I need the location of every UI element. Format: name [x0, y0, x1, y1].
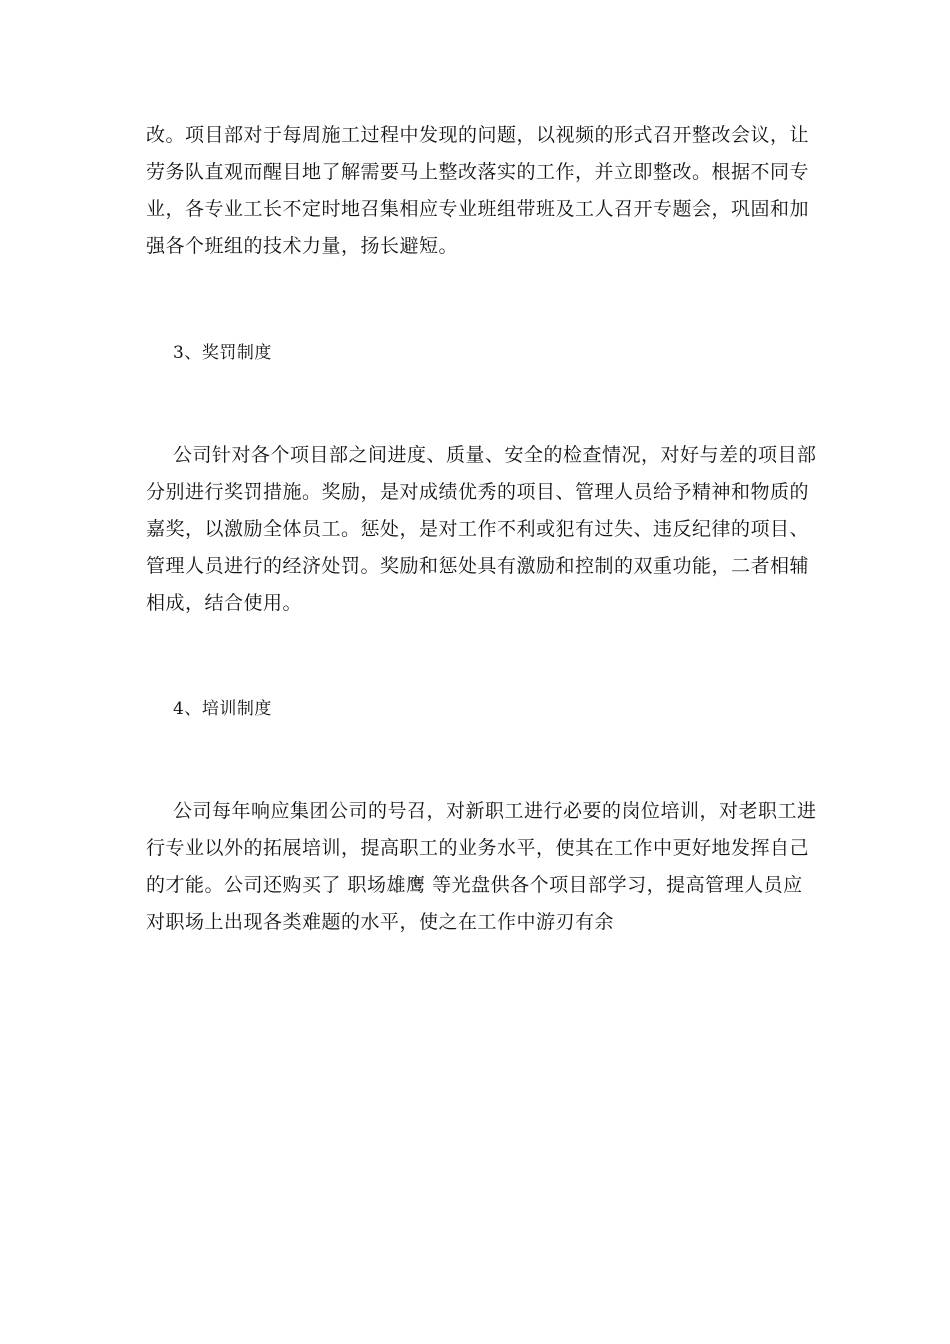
paragraph-1-line-1: 改。项目部对于每周施工过程中发现的问题，以视频的形式召开整改会议，让 [146, 124, 810, 146]
paragraph-2-line-1: 公司针对各个项目部之间进度、质量、安全的检查情况，对好与差的项目部 [173, 444, 817, 466]
paragraph-2-line-4: 管理人员进行的经济处罚。奖励和惩处具有激励和控制的双重功能，二者相辅 [146, 555, 810, 577]
paragraph-1-line-3: 业，各专业工长不定时地召集相应专业班组带班及工人召开专题会，巩固和加 [146, 198, 810, 220]
paragraph-3-line-1: 公司每年响应集团公司的号召，对新职工进行必要的岗位培训，对老职工进 [173, 800, 817, 822]
paragraph-2-line-3: 嘉奖，以激励全体员工。惩处，是对工作不利或犯有过失、违反纪律的项目、 [146, 518, 810, 540]
paragraph-3-line-2: 行专业以外的拓展培训，提高职工的业务水平，使其在工作中更好地发挥自己 [146, 837, 810, 859]
paragraph-1-line-2: 劳务队直观而醒目地了解需要马上整改落实的工作，并立即整改。根据不同专 [146, 161, 810, 183]
section-heading-4: 4、培训制度 [173, 699, 272, 719]
paragraph-2-line-5: 相成，结合使用。 [146, 592, 303, 614]
section-heading-3: 3、奖罚制度 [173, 343, 272, 363]
paragraph-1-line-4: 强各个班组的技术力量，扬长避短。 [146, 235, 459, 257]
paragraph-3-line-3: 的才能。公司还购买了 职场雄鹰 等光盘供各个项目部学习，提高管理人员应 [146, 874, 803, 896]
paragraph-2-line-2: 分别进行奖罚措施。奖励，是对成绩优秀的项目、管理人员给予精神和物质的 [146, 481, 810, 503]
paragraph-3-line-4: 对职场上出现各类难题的水平，使之在工作中游刃有余 [146, 911, 615, 933]
